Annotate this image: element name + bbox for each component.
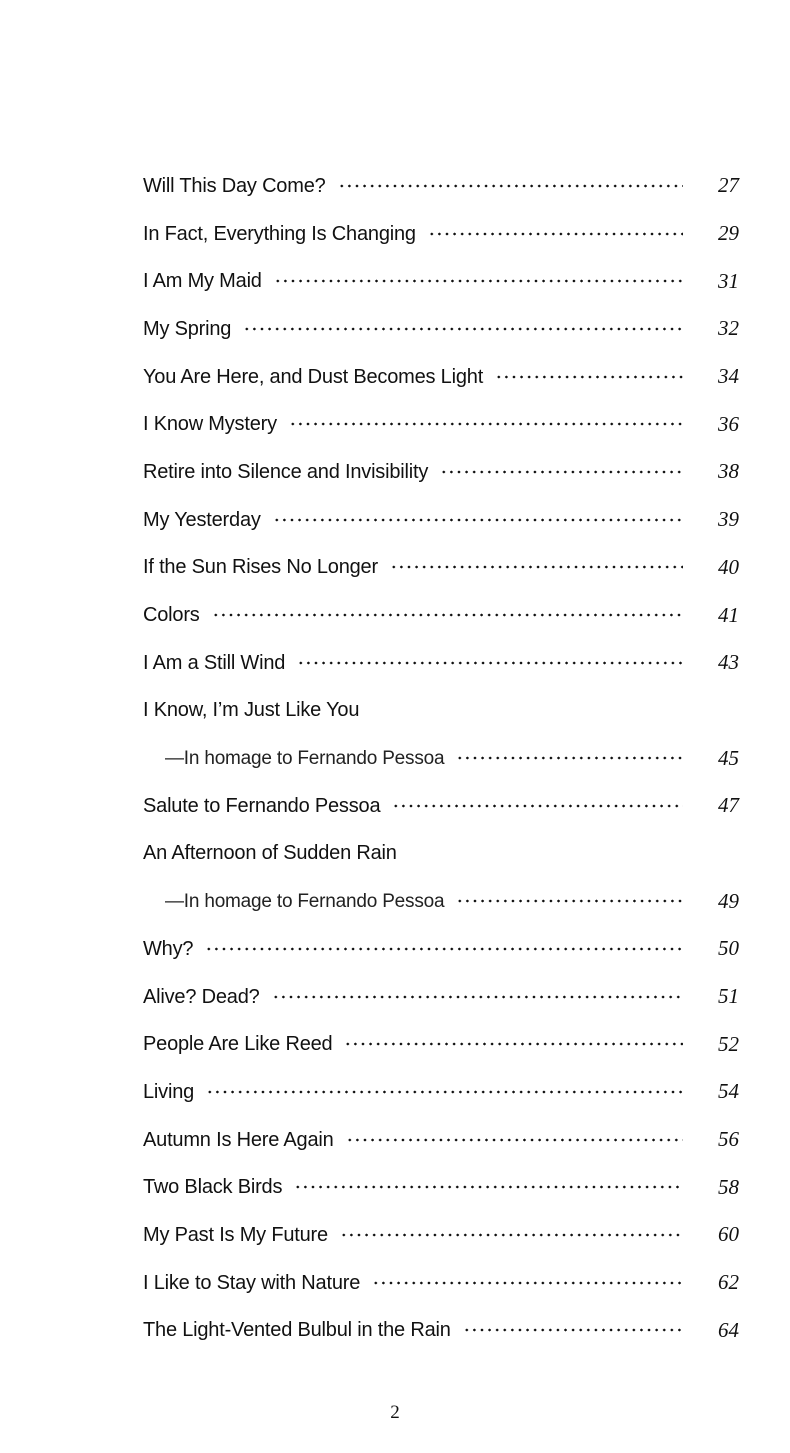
toc-entry-page: 50: [718, 936, 739, 961]
toc-entry-title: My Past Is My Future: [143, 1223, 328, 1246]
toc-entry[interactable]: [143, 1211, 739, 1259]
toc-entry[interactable]: [143, 448, 739, 496]
toc-entry-page: 39: [718, 507, 739, 532]
dot-leader: [456, 748, 683, 768]
toc-entry[interactable]: [143, 1163, 739, 1211]
page-number: 2: [390, 1402, 400, 1423]
toc-entry-title: Alive? Dead?: [143, 985, 260, 1008]
toc-entry-page: 49: [718, 888, 739, 913]
toc-entry-title: The Light-Vented Bulbul in the Rain: [143, 1319, 451, 1342]
toc-entry-title: In Fact, Everything Is Changing: [143, 222, 416, 245]
toc-entry[interactable]: [143, 1307, 739, 1355]
dot-leader: [243, 319, 683, 339]
toc-entry-title: My Yesterday: [143, 508, 261, 531]
toc-entry-page: 27: [718, 173, 739, 198]
dot-leader: [428, 224, 683, 244]
toc-entry-title: —In homage to Fernando Pessoa: [165, 890, 445, 912]
toc-entry-title: Retire into Silence and Invisibility: [143, 460, 429, 483]
toc-entry[interactable]: [143, 496, 739, 544]
toc-entry-title: Colors: [143, 604, 200, 627]
toc-entry-page: 40: [718, 554, 739, 579]
toc-entry-page: 58: [718, 1174, 739, 1199]
dot-leader: [372, 1273, 683, 1293]
toc-entry-title: Salute to Fernando Pessoa: [143, 794, 381, 817]
toc-entry[interactable]: [143, 782, 739, 830]
toc-entry-page: 54: [718, 1079, 739, 1104]
toc-entry[interactable]: [143, 544, 739, 592]
toc-entry-title: Living: [143, 1080, 195, 1103]
dot-leader: [340, 1225, 683, 1245]
table-of-contents: [143, 162, 739, 1354]
toc-entry-title: I Am a Still Wind: [143, 651, 286, 674]
toc-entry-heading[interactable]: [143, 830, 739, 878]
toc-entry-page: 45: [718, 745, 739, 770]
toc-entry-title: An Afternoon of Sudden Rain: [143, 842, 397, 865]
dot-leader: [273, 510, 683, 530]
dot-leader: [344, 1034, 683, 1054]
dot-leader: [495, 367, 683, 387]
toc-entry-page: 41: [718, 602, 739, 627]
toc-entry[interactable]: [143, 210, 739, 258]
toc-entry-title: If the Sun Rises No Longer: [143, 556, 378, 579]
toc-entry-title: Autumn Is Here Again: [143, 1128, 334, 1151]
dot-leader: [346, 1130, 683, 1150]
toc-entry[interactable]: [143, 1116, 739, 1164]
toc-entry[interactable]: [143, 1068, 739, 1116]
toc-entry[interactable]: [143, 257, 739, 305]
toc-entry-page: 29: [718, 221, 739, 246]
dot-leader: [205, 939, 683, 959]
toc-entry-title: My Spring: [143, 317, 232, 340]
toc-entry-page: 36: [718, 411, 739, 436]
toc-entry[interactable]: [143, 353, 739, 401]
dot-leader: [274, 271, 683, 291]
toc-entry-page: 38: [718, 459, 739, 484]
toc-entry-page: 43: [718, 650, 739, 675]
toc-entry[interactable]: [143, 1020, 739, 1068]
dot-leader: [289, 414, 683, 434]
toc-entry-title: Will This Day Come?: [143, 174, 326, 197]
toc-entry-page: 52: [718, 1031, 739, 1056]
dot-leader: [294, 1177, 683, 1197]
toc-entry-page: 47: [718, 793, 739, 818]
dot-leader: [272, 987, 683, 1007]
toc-entry-page: 51: [718, 984, 739, 1009]
toc-entry-title: I Know Mystery: [143, 413, 277, 436]
toc-entry-title: I Know, I’m Just Like You: [143, 699, 360, 722]
toc-entry[interactable]: [143, 925, 739, 973]
toc-entry[interactable]: [143, 400, 739, 448]
toc-entry[interactable]: [143, 973, 739, 1021]
toc-entry-title: I Am My Maid: [143, 270, 262, 293]
dot-leader: [440, 462, 683, 482]
toc-entry-title: You Are Here, and Dust Becomes Light: [143, 365, 484, 388]
toc-entry-title: I Like to Stay with Nature: [143, 1271, 361, 1294]
toc-entry-title: Why?: [143, 937, 194, 960]
dot-leader: [212, 605, 683, 625]
toc-entry[interactable]: [143, 305, 739, 353]
toc-entry-subtitle[interactable]: [143, 734, 739, 782]
dot-leader: [206, 1082, 683, 1102]
toc-entry[interactable]: [143, 639, 739, 687]
toc-entry[interactable]: [143, 1259, 739, 1307]
dot-leader: [463, 1320, 683, 1340]
dot-leader: [390, 557, 683, 577]
dot-leader: [456, 891, 683, 911]
toc-entry-page: 31: [718, 268, 739, 293]
toc-entry-page: 32: [718, 316, 739, 341]
toc-entry-page: 64: [718, 1317, 739, 1342]
toc-entry-title: Two Black Birds: [143, 1176, 283, 1199]
toc-entry[interactable]: [143, 162, 739, 210]
toc-entry-page: 56: [718, 1127, 739, 1152]
toc-entry-subtitle[interactable]: [143, 877, 739, 925]
toc-entry[interactable]: [143, 591, 739, 639]
dot-leader: [297, 653, 683, 673]
toc-entry-heading[interactable]: [143, 687, 739, 735]
toc-entry-page: 60: [718, 1222, 739, 1247]
toc-entry-title: —In homage to Fernando Pessoa: [165, 747, 445, 769]
toc-entry-page: 34: [718, 364, 739, 389]
dot-leader: [392, 796, 683, 816]
toc-entry-page: 62: [718, 1270, 739, 1295]
toc-entry-title: People Are Like Reed: [143, 1033, 333, 1056]
dot-leader: [338, 176, 683, 196]
